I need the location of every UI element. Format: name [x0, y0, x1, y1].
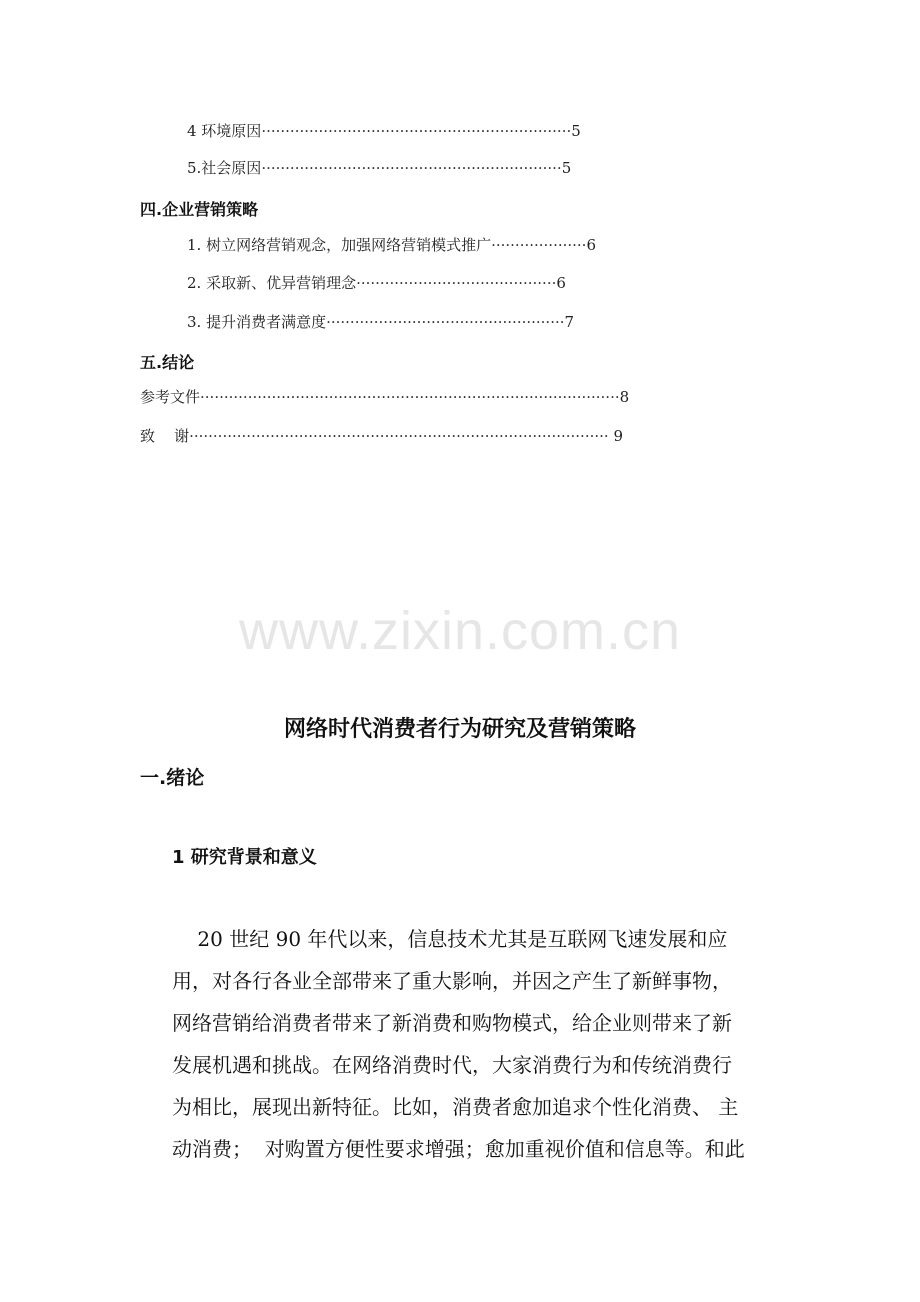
toc-page-number: 8 — [619, 388, 630, 406]
paragraph-line: 为相比，展现出新特征。比如，消费者愈加追求个性化消费、 主 — [172, 1095, 739, 1119]
body-paragraph — [172, 918, 792, 1170]
toc-page-number: 6 — [586, 236, 597, 254]
paragraph-line: 网络营销给消费者带来了新消费和购物模式，给企业则带来了新 — [172, 1011, 732, 1035]
watermark: www.zixin.com.cn — [238, 601, 682, 661]
subsection-heading: 1 研究背景和意义 — [172, 847, 317, 868]
toc-page-number: 5 — [561, 159, 572, 177]
paragraph-line: 20 世纪 90 年代以来，信息技术尤其是互联网飞速发展和应 — [172, 927, 728, 951]
toc-page-number: 7 — [564, 313, 575, 331]
toc-entry-strategy-1: 1. 树立网络营销观念，加强网络营销模式推广····················6 — [187, 236, 597, 254]
toc-entry-references: 参考文件························································································8 — [140, 388, 630, 406]
toc-page-number: 9 — [608, 427, 623, 445]
document-title: 网络时代消费者行为研究及营销策略 — [283, 717, 636, 742]
paragraph-line: 用，对各行各业全部带来了重大影响，并因之产生了新鲜事物， — [172, 969, 732, 993]
toc-entry-strategy-3: 3. 提升消费者满意度··················································7 — [187, 313, 575, 331]
toc-heading-conclusion: 五.结论 — [140, 353, 195, 372]
paragraph-line: 发展机遇和挑战。在网络消费时代，大家消费行为和传统消费行 — [172, 1053, 732, 1077]
toc-entry-acknowledgements: 致 谢························································································ 9 — [140, 427, 623, 445]
paragraph-line: 动消费； 对购置方便性要求增强；愈加重视价值和信息等。和此 — [172, 1137, 745, 1161]
toc-page-number: 5 — [571, 122, 581, 140]
toc-entry-environment: 4 环境原因·································································5 — [187, 122, 581, 140]
toc-heading-marketing-strategy: 四.企业营销策略 — [140, 200, 259, 219]
toc-entry-society: 5.社会原因·······························································5 — [187, 159, 572, 177]
toc-entry-strategy-2: 2. 采取新、优异营销理念··········································6 — [187, 274, 566, 292]
toc-page-number: 6 — [556, 274, 566, 292]
section-heading: 一.绪论 — [140, 767, 205, 789]
